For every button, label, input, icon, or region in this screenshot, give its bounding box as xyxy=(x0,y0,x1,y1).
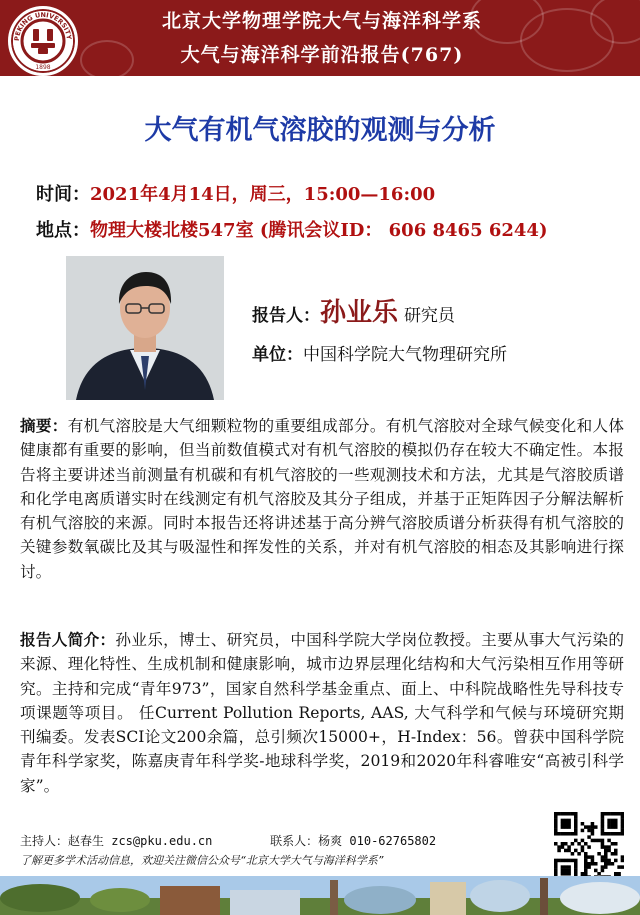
logo-year: 1898 xyxy=(35,64,51,71)
time-row xyxy=(36,180,435,206)
university-logo xyxy=(8,6,78,76)
speaker-row xyxy=(252,292,455,329)
footer-note: 了解更多学术活动信息，欢迎关注微信公众号“北京大学大气与海洋科学系” xyxy=(20,854,384,867)
campus-photo-strip xyxy=(0,876,640,915)
abstract-text: 有机气溶胶是大气细颗粒物的重要组成部分。有机气溶胶对全球气候变化和人体健康都有重要的影响，但当前数值模式对有机气溶胶的模拟仍存在较大不确定性。本报告将主要讲述当前测量有机碳和有机气溶胶的一些观测技术和方法，尤其是气溶胶质谱和化学电离质谱实时在线测定有机气溶胶及其分子组成，并基于正矩阵因子分解法解析有机气溶胶的来源。同时本报告还将讲述基于高分辨气溶胶质谱分析获得有机气溶胶的关键参数氧碳比及其与吸湿性和挥发性的关系，并对有机气溶胶的相态及其影响进行探讨。 xyxy=(20,417,624,581)
logo-ring-icon xyxy=(11,9,75,73)
place-value: 物理大楼北楼547室 (腾讯会议ID： 606 8465 6244) xyxy=(90,220,548,241)
abstract-label: 摘要： xyxy=(20,416,68,435)
contact-info: 联系人：杨爽 010-62765802 xyxy=(270,834,437,848)
time-label: 时间： xyxy=(36,184,90,205)
campus-scenery-icon xyxy=(0,876,640,915)
unit-row xyxy=(252,340,507,365)
speaker-name: 孙业乐 xyxy=(320,298,399,328)
bio-text: 孙业乐，博士、研究员，中国科学院大学岗位教授。主要从事大气污染的来源、理化特性、生成机制和健康影响，城市边界层理化结构和大气污染相互作用等研究。主持和完成“青年973”，国家自然科学基金重点、面上、中科院战略性先导科技专项课题等项目。 任Current Pollution Reports, AAS, 大气科学和气候与环境研究期刊编委。发表SCI论文200余篇，总引频次15000+，H-Index：56。曾获中国科学院青年科学家奖，陈嘉庚青年科学奖-地球科学奖，2019和2020年科睿唯安“高被引科学家”。 xyxy=(20,631,624,795)
unit-label: 单位： xyxy=(252,345,303,365)
wechat-qr-code xyxy=(554,812,624,882)
footer-contacts xyxy=(20,832,436,849)
speaker-label: 报告人： xyxy=(252,306,320,326)
department-name: 北京大学物理学院大气与海洋科学系 xyxy=(161,10,482,32)
abstract-paragraph xyxy=(20,414,624,584)
speaker-photo xyxy=(66,256,224,400)
bio-paragraph xyxy=(20,628,624,798)
seminar-series: 大气与海洋科学前沿报告(767) xyxy=(180,44,464,66)
speaker-portrait-icon xyxy=(66,256,224,400)
host-info: 主持人：赵春生 zcs@pku.edu.cn xyxy=(20,834,213,848)
place-label: 地点： xyxy=(36,220,90,241)
header-banner xyxy=(0,0,640,76)
logo-ring-text: PEKING UNIVERSITY xyxy=(12,10,74,42)
bio-label: 报告人简介： xyxy=(20,630,116,649)
talk-title: 大气有机气溶胶的观测与分析 xyxy=(144,115,496,146)
place-row xyxy=(36,216,547,242)
qr-code-icon xyxy=(554,812,624,882)
speaker-title: 研究员 xyxy=(403,306,455,326)
unit-value: 中国科学院大气物理研究所 xyxy=(303,345,507,365)
time-value: 2021年4月14日，周三，15:00—16:00 xyxy=(90,184,436,205)
